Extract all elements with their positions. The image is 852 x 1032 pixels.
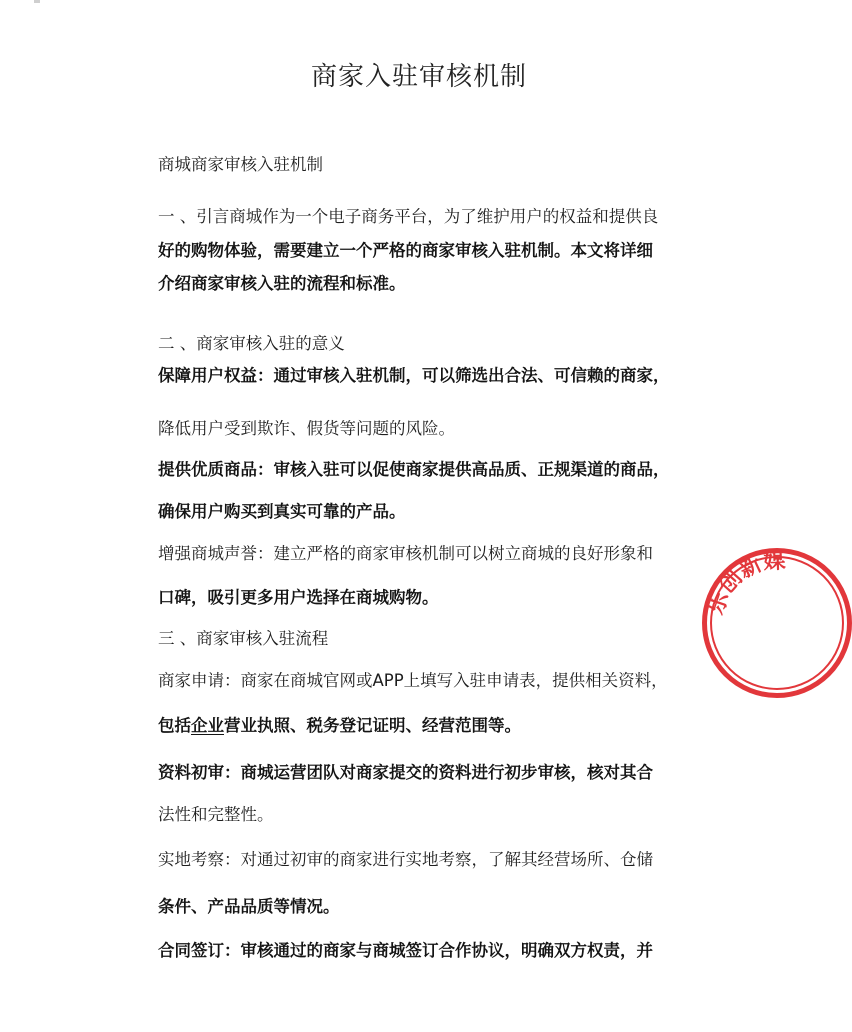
paragraph-line [158, 712, 521, 736]
section-heading: 二 、商家审核入驻的意义 [158, 334, 345, 353]
paragraph-line: 实地考察：对通过初审的商家进行实地考察，了解其经营场所、仓储 [158, 850, 653, 869]
paragraph-line: 口碑，吸引更多用户选择在商城购物。 [158, 588, 439, 607]
paragraph-line: 一 、引言商城作为一个电子商务平台，为了维护用户的权益和提供良 [158, 207, 659, 226]
seal-graphic [702, 548, 852, 698]
section-heading: 三 、商家审核入驻流程 [158, 629, 329, 648]
text-segment: 营业执照、税务登记证明、经营范围等。 [224, 716, 521, 735]
paragraph-line: 提供优质商品：审核入驻可以促使商家提供高品质、正规渠道的商品， [158, 460, 670, 479]
paragraph-line: 保障用户权益：通过审核入驻机制，可以筛选出合法、可信赖的商家， [158, 366, 670, 385]
paragraph-line: 法性和完整性。 [158, 805, 274, 824]
paragraph-line: 确保用户购买到真实可靠的产品。 [158, 502, 406, 521]
paragraph-line: 合同签订：审核通过的商家与商城签订合作协议，明确双方权责，并 [158, 941, 653, 960]
paragraph-line: 降低用户受到欺诈、假货等问题的风险。 [158, 419, 455, 438]
seal-text: 乐创新媒 [703, 548, 786, 618]
paragraph-line: 增强商城声誉：建立严格的商家审核机制可以树立商城的良好形象和 [158, 544, 653, 563]
underlined-term: 企业 [191, 716, 224, 735]
section-heading: 商城商家审核入驻机制 [158, 155, 323, 174]
paragraph-line: 资料初审：商城运营团队对商家提交的资料进行初步审核，核对其合 [158, 763, 653, 782]
company-seal [702, 548, 852, 698]
paragraph-line: 好的购物体验，需要建立一个严格的商家审核入驻机制。本文将详细 [158, 241, 653, 260]
paragraph-line: 介绍商家审核入驻的流程和标准。 [158, 274, 406, 293]
document-title: 商家入驻审核机制 [310, 62, 527, 92]
paragraph-line: 商家申请：商家在商城官网或APP上填写入驻申请表，提供相关资料， [158, 671, 668, 690]
text-segment: 包括 [158, 716, 191, 735]
paragraph-line: 条件、产品品质等情况。 [158, 897, 340, 916]
scan-mark [34, 0, 40, 3]
